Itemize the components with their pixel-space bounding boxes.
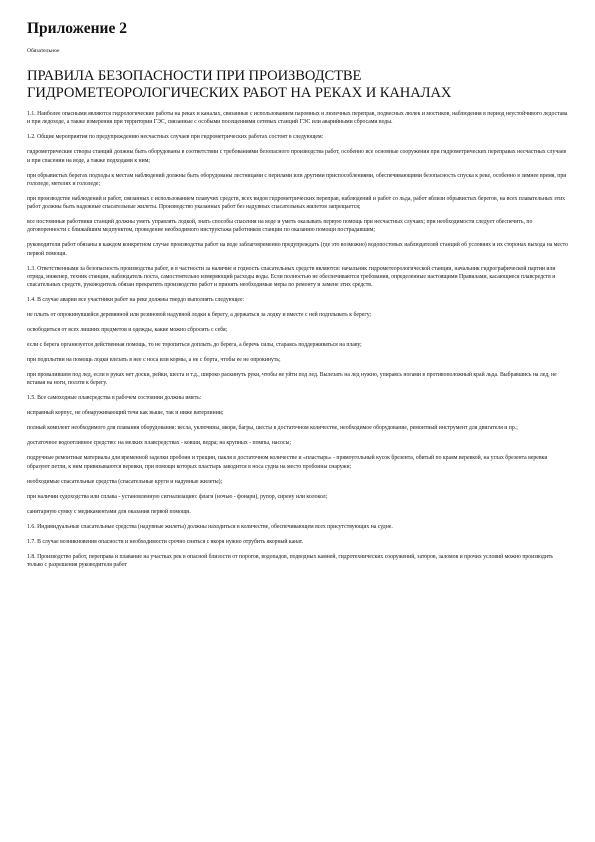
paragraph: руководители работ обязаны в каждом конкретном случае производства работ на воде заблаговременно предупреждать (где это возможно) водопостовых наблюдателей станций об условиях и их сторонах выхода на место первой помощи. xyxy=(27,242,568,257)
title-line-2: ГИДРОМЕТЕОРОЛОГИЧЕСКИХ РАБОТ НА РЕКАХ И КАНАЛАХ xyxy=(27,85,452,101)
paragraph: при обрывистых берегах подходы к местам наблюдений должны быть оборудованы лестницами с перилами или другими приспособлениями, обеспечивающими безопасность спуска к реке, особенно в зимнее время, при гололеде, метелях и гололеде; xyxy=(27,172,567,187)
paragraph: 1.7. В случае возникновения опасности и необходимости срочно сняться с якоря нужно отрубить якорный канат. xyxy=(27,538,304,545)
paragraph: при наличии судоходства или сплава - установленную сигнализацию: флаги (ночью - фонари), рупор, сирену или колокол; xyxy=(27,493,328,500)
title-line-1: ПРАВИЛА БЕЗОПАСНОСТИ ПРИ ПРОИЗВОДСТВЕ xyxy=(27,68,362,84)
paragraph: 1.5. Все самоходные плавсредства в рабочем состоянии должны иметь: xyxy=(27,395,202,402)
mandatory-label: Обязательное xyxy=(27,48,60,54)
paragraph: не плыть от опрокинувшейся деревянной или резиновой надувной лодки к берегу, а держаться за лодку и вместе с ней подплывать к берегу; xyxy=(27,312,372,319)
document-body xyxy=(27,110,568,569)
paragraph: 1.1. Наиболее опасными являются гидрологические работы на реках и каналах, связанные с использованием паромных и люлечных переправ, подвесных люлек и мостиков, наблюдения в период неустойчивого ледостава и при ледоходе, а также измерения при территории ГЭС, связанные с особыми посещениями сетевых станций ГЭС или аварийными сбросами воды. xyxy=(27,111,568,126)
paragraph: полный комплект необходимого для плавания оборудования: весла, уключины, якоря, багры, шесты в достаточном количестве, необходимое оборудование, ремонтный инструмент для двигателя и пр.; xyxy=(27,425,518,432)
paragraph: освободиться от всех лишних предметов и одежды, какие можно сбросить с себя; xyxy=(27,327,228,334)
paragraph: при производстве наблюдений и работ, связанных с использованием плавучих средств, всех видов гидрометрических переправ, наблюдений и работ со льда, работ вблизи обрывистых берегов, на всех плавательных этих работ должны быть надежные спасательные жилеты. Производство указанных работ без надувных спасательных жилетов запрещается; xyxy=(27,195,566,211)
paragraph: санитарную сумку с медикаментами для оказания первой помощи. xyxy=(27,508,191,515)
paragraph: достаточное водоотливное средство: на мелких плавсредствах - ковши, ведра; на крупных - помпы, насосы; xyxy=(27,440,292,447)
paragraph: если с берега организуется действенная помощь, то не торопиться доплыть до берега, а беречь силы, стараясь поддерживаться на плаву; xyxy=(27,342,362,349)
paragraph: подручные ремонтные материалы для временной заделки пробоин и трещин, пакля в достаточном количестве и «пластырь» - прямоугольный кусок брезента, обитый по краям веревкой, на углах брезента веревки образуют петли, к ним привязываются веревки, при помощи которых пластырь заводится в носа судна на место пробоины снаружи; xyxy=(27,455,548,470)
paragraph: при подплытии на помощь лодки влезать в нее с носа или кормы, а не с борта, чтобы ее не опрокинуть; xyxy=(27,357,281,364)
paragraph: 1.3. Ответственными за безопасность производства работ, и в частности за наличие и годность спасательных средств являются: начальник гидрометеорологической станции, начальник гидрографической партии или отряда, инженер, техник станции, наблюдатель поста, самостоятельно измеряющий расходы воды. Если полностью не обеспечиваются требования, определенные настоящими Правилами, касающиеся плавсредств и спасательных средств, руководитель обязан прекратить производство работ и принять необходимые меры по ремонту и замене этих средств. xyxy=(27,265,556,289)
paragraph: 1.2. Общие мероприятия по предупреждению несчастных случаев при гидрометрических работах состоят в следующем: xyxy=(27,134,324,141)
paragraph: необходимые спасательные средства (спасательные круги и надувные жилеты); xyxy=(27,478,223,485)
paragraph: 1.6. Индивидуальные спасательные средства (надувные жилеты) должны находиться в количестве, обеспечивающем всех присутствующих на судне. xyxy=(27,523,393,530)
document-title xyxy=(27,68,568,102)
paragraph: 1.4. В случае аварии все участники работ на реке должны твердо выполнять следующее: xyxy=(27,297,245,304)
paragraph: гидрометрические створы станций должны быть оборудованы в соответствии с требованиями безопасного производства работ, особенно все основные сооружения при гидрометрических переправах несчастных случаев и при спасении на воде, а также подходами к ним; xyxy=(27,149,567,164)
paragraph: 1.8. Производство работ, переправа и плавание на участках рек в опасной близости от порогов, водопадов, подводных камней, гидротехнических сооружений, заторов, заломов и прочих условий можно производить только с разрешения руководителя работ xyxy=(27,553,554,568)
paragraph: при провалившем под лед, если в руках нет доски, рейки, шеста и т.д., широко раскинуть руки, чтобы не уйти под лед. Вылезать на лед нужно, упираясь ногами в противоположный край льда. Выбравшись на лед, не вставая на ноги, ползти к берегу. xyxy=(27,372,557,387)
paragraph: все постоянные работники станций должны уметь управлять лодкой, знать способы спасения на воде и уметь оказывать первую помощь при несчастных случаях; при необходимости следует обеспечить, по договоренности с ближайшим медпунктом, проведение необходимого инструктажа работников станции по оказанию помощи пострадавшим; xyxy=(27,219,533,234)
appendix-heading: Приложение 2 xyxy=(27,20,127,37)
paragraph: исправный корпус, не обнаруживающий течи как выше, так и ниже ватерлинии; xyxy=(27,410,224,417)
